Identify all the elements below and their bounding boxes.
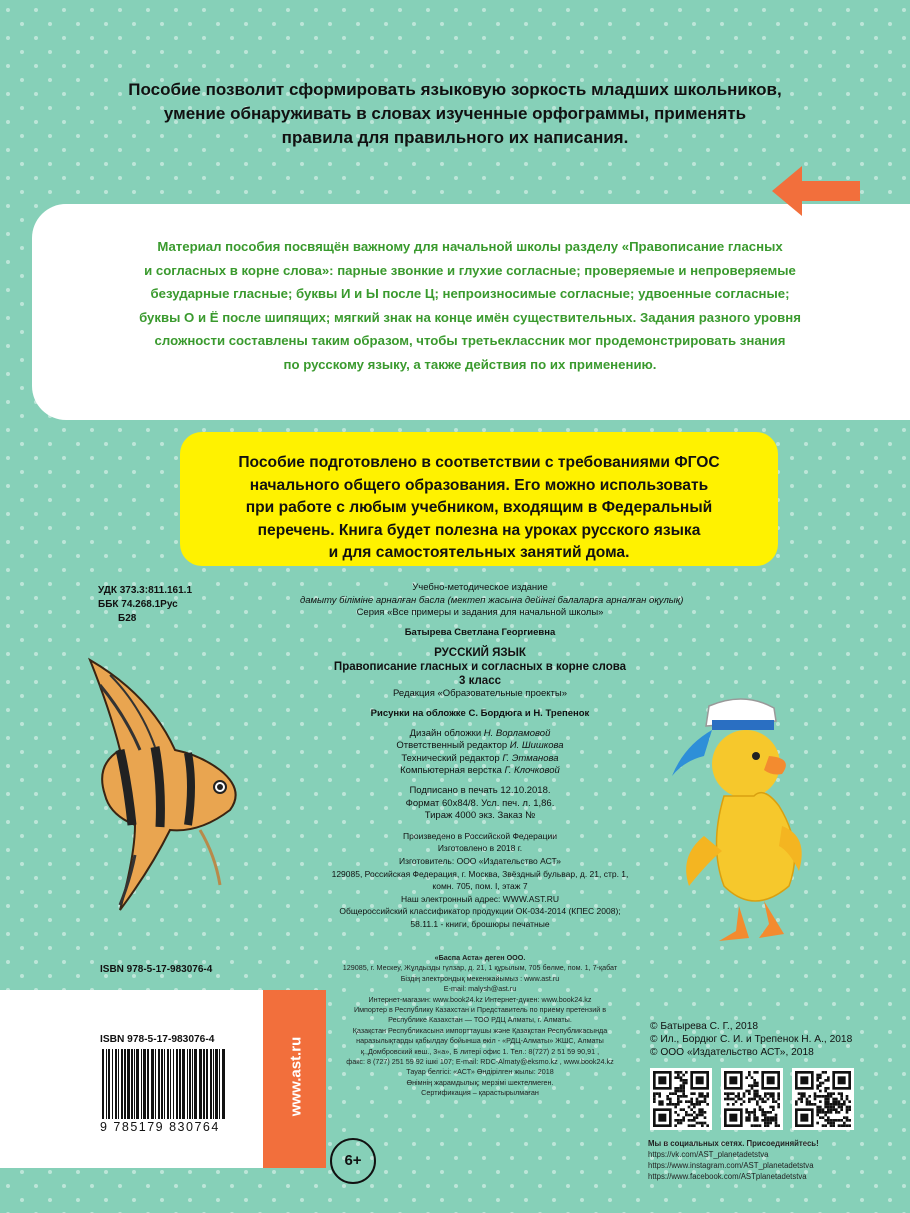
kz-line: факс: 8 (727) 251 59 92 ішкі 107; E-mail: RDC-Almaty@eksmo.kz , www.book24.kz	[346, 1057, 614, 1067]
web-address: Наш электронный адрес: WWW.AST.RU	[401, 893, 559, 904]
made-year: Изготовлено в 2018 г.	[437, 843, 523, 854]
material-line: сложности составлены таким образом, чтобы третьеклассник мог продемонстрировать знания	[154, 333, 786, 348]
book-subtitle: Правописание гласных и согласных в корне слова	[333, 661, 627, 674]
format: Формат 60х84/8. Усл. печ. л. 1,86.	[405, 797, 555, 809]
kz-line: Импортер в Республику Казахстан и Представитель по приему претензий в	[353, 1005, 607, 1015]
angelfish-illustration	[80, 655, 255, 915]
grade: 3 класс	[459, 675, 501, 688]
edition-type-kz: дамыту біліміне арналған басла (мектеп жасына дейінгі балаларға арналған оқулық)	[300, 594, 684, 606]
copyright-line: © Батырева С. Г., 2018	[650, 1021, 759, 1032]
author: Батырева Светлана Георгиевна	[404, 626, 556, 638]
qr-code-instagram-icon	[721, 1068, 783, 1130]
fgos-line: перечень. Книга будет полезна на уроках русского языка	[257, 521, 701, 539]
social-link-facebook[interactable]: https://www.facebook.com/ASTplanetadetstva	[648, 1172, 807, 1181]
kz-line: наразылықтарды қабылдау бойынша өкіл - «РДЦ-Алматы» ЖШС, Алматы	[356, 1036, 604, 1046]
kz-line: Өнімнің жарамдылық; мерзімі шектелмеген.	[406, 1077, 554, 1087]
illustrations: Рисунки на обложке С. Бордюга и Н. Трепенок	[370, 707, 590, 719]
classifier: Общероссийский классификатор продукции ОК-034-2014 (КПЕС 2008);	[339, 906, 621, 917]
kz-line: Тауар белгісі: «АСТ» Өндірілген жылы: 2018	[406, 1067, 554, 1077]
isbn-label: ISBN 978-5-17-983076-4	[100, 964, 213, 975]
kz-line: «Баспа Аста» деген ООО.	[434, 953, 526, 962]
kz-line: 129085, г. Мескеу, Жұлдызды гүлзар, д. 21, 1 құрылым, 705 бөлме, пом. 1, 7-қабат	[342, 963, 618, 973]
social-block	[648, 1138, 819, 1182]
material-text	[60, 235, 880, 376]
kz-imprint	[300, 953, 660, 1099]
kz-line: Интернет-магазин: www.book24.kz Интернет-дүкен: www.book24.kz	[368, 994, 592, 1004]
copyright	[650, 1020, 852, 1060]
social-link-instagram[interactable]: https://www.instagram.com/AST_planetadetstva	[648, 1161, 814, 1170]
kz-line: Республике Казахстан — ТОО РДЦ Алматы, г. Алматы.	[388, 1015, 572, 1025]
barcode-digits: 9 785179 830764	[100, 1120, 220, 1134]
copyright-line: © ООО «Издательство АСТ», 2018	[650, 1047, 814, 1059]
credit-design: Дизайн обложки Н. Ворламовой	[409, 727, 551, 739]
editorial: Редакция «Образовательные проекты»	[392, 688, 568, 700]
intro-line: умение обнаруживать в словах изученные орфограммы, применять	[163, 104, 747, 123]
arrow-left-icon	[772, 164, 862, 218]
credit-layout: Компьютерная верстка Г. Клочковой	[400, 765, 560, 777]
duck-illustration	[664, 686, 814, 946]
intro-line: Пособие позволит сформировать языковую зоркость младших школьников,	[128, 80, 782, 99]
kz-line: Сертификация – қарастырылмаған	[421, 1088, 539, 1098]
social-title: Мы в социальных сетях. Присоединяйтесь!	[648, 1139, 819, 1148]
print-run: Тираж 4000 экз. Заказ №	[424, 810, 536, 822]
fgos-line: Пособие подготовлено в соответствии с требованиями ФГОС	[238, 454, 720, 471]
classifier: 58.11.1 - книги, брошюры печатные	[410, 918, 550, 929]
made-in: Произведено в Российской Федерации	[403, 830, 557, 841]
fgos-line: начального общего образования. Его можно использовать	[249, 476, 709, 494]
signed-date: Подписано в печать 12.10.2018.	[409, 784, 551, 796]
copyright-line: © Ил., Бордюг С. И. и Трепенок Н. А., 2018	[650, 1034, 853, 1046]
intro-text	[70, 78, 840, 150]
address-line: комн. 705, пом. I, этаж 7	[432, 881, 528, 892]
fgos-text	[180, 452, 778, 565]
udk-block	[98, 584, 192, 626]
book-title: РУССКИЙ ЯЗЫК	[434, 647, 526, 660]
intro-line: правила для правильного их написания.	[281, 128, 629, 147]
bbk-code: ББК 74.268.1Рус	[98, 599, 178, 610]
social-link-vk[interactable]: https://vk.com/AST_planetadetstva	[648, 1150, 769, 1159]
kz-line: E-mail: malysh@ast.ru	[443, 984, 517, 994]
age-rating-badge: 6+	[330, 1138, 376, 1184]
udk-code: УДК 373.3:811.161.1	[98, 585, 193, 596]
fgos-line: и для самостоятельных занятий дома.	[328, 544, 630, 561]
credit-tech: Технический редактор Г. Этманова	[401, 752, 559, 764]
imprint	[300, 582, 684, 930]
kz-line: Біздің электрондық мекенжайымыз : www.ast.ru	[400, 973, 560, 983]
qr-code-vk-icon	[650, 1068, 712, 1130]
material-line: безударные гласные; буквы И и Ы после Ц; непроизносимые согласные; удвоенные согласные;	[150, 286, 790, 301]
kz-line: қ.,Домбровский көш., 3«а», Б литері офис 1. Тел.: 8(727) 2 51 59 90,91 ,	[360, 1046, 600, 1056]
author-mark: Б28	[118, 613, 137, 624]
ast-url: www.ast.ru	[287, 1036, 305, 1117]
barcode-isbn: ISBN 978-5-17-983076-4	[100, 1034, 215, 1045]
series: Серия «Все примеры и задания для начальной школы»	[356, 607, 604, 619]
material-line: буквы О и Ё после шипящих; мягкий знак на конце имён существительных. Задания разного уровня	[139, 309, 801, 325]
address-line: 129085, Российская Федерация, г. Москва, Звёздный бульвар, д. 21, стр. 1,	[331, 868, 629, 879]
material-line: по русскому языку, а также действия по их применению.	[283, 356, 657, 372]
qr-code-facebook-icon	[792, 1068, 854, 1130]
material-line: Материал пособия посвящён важному для начальной школы разделу «Правописание гласных	[157, 239, 783, 254]
kz-line: Қазақстан Республикасына импорттаушы және Қазақстан Республикасында	[352, 1025, 608, 1035]
material-line: и согласных в корне слова»: парные звонкие и глухие согласные; проверяемые и непроверяемые	[144, 262, 796, 278]
edition-type: Учебно-методическое издание	[412, 582, 548, 593]
credit-editor: Ответственный редактор И. Шишкова	[396, 740, 564, 752]
maker: Изготовитель: ООО «Издательство АСТ»	[398, 855, 561, 866]
barcode-icon	[100, 1049, 230, 1119]
fgos-line: при работе с любым учебником, входящим в Федеральный	[245, 499, 713, 516]
